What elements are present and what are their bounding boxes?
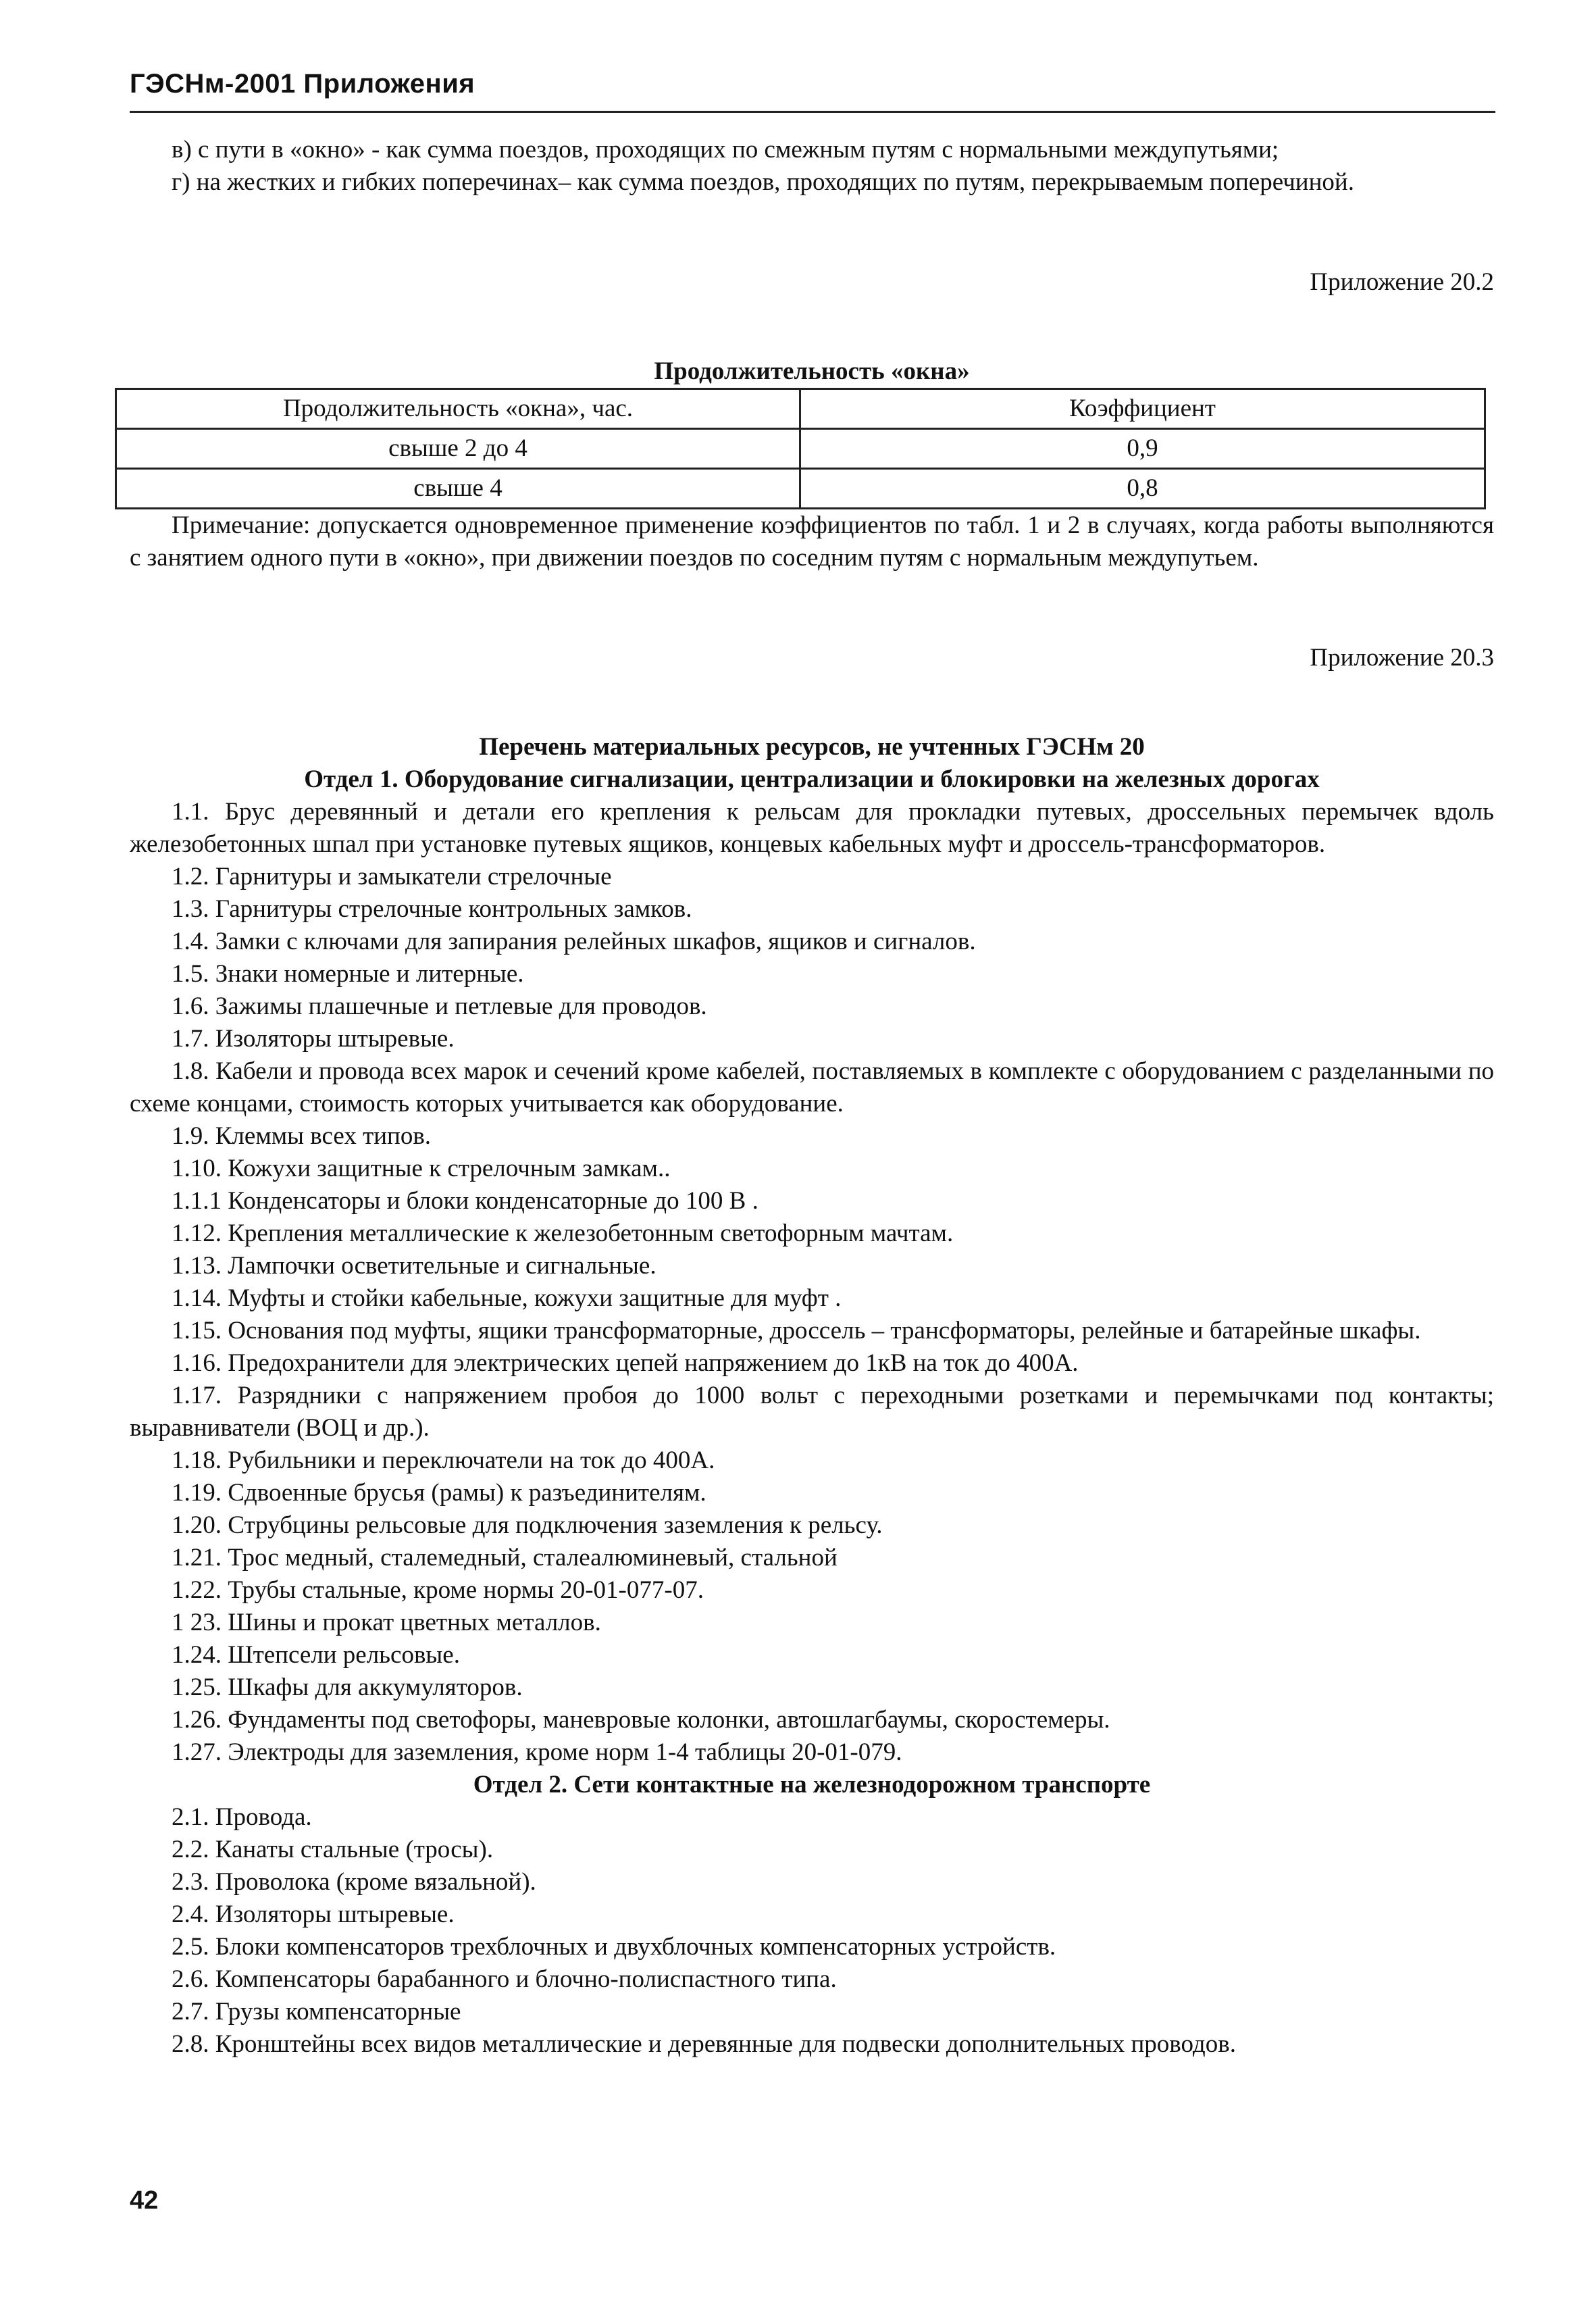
list-item: 1.10. Кожухи защитные к стрелочным замкам.. [172,1155,671,1182]
section-2-list [130,1801,1494,2061]
section-2-title: Отдел 2. Сети контактные на железнодорожном транспорте [473,1771,1151,1799]
section-1-list [130,796,1494,1769]
table-header-cell: Коэффициент [800,389,1485,429]
list-item: 1.7. Изоляторы штыревые. [172,1025,455,1053]
list-item: 1.12. Крепления металлические к железобетонным светофорным мачтам. [172,1219,954,1247]
list-item: 1.15. Основания под муфты, ящики трансформаторные, дроссель – трансформаторы, релейные и батарейные шкафы. [172,1317,1421,1344]
table-cell: 0,8 [800,469,1485,509]
window-duration-table [115,388,1486,509]
list-item: 2.5. Блоки компенсаторов трехблочных и двухблочных компенсаторных устройств. [172,1933,1056,1961]
list-item: 2.1. Провода. [172,1803,312,1831]
table-cell: свыше 2 до 4 [116,429,800,469]
appendix-20-3-title: Перечень материальных ресурсов, не учтенных ГЭСНм 20 [479,733,1145,761]
appendix-20-2-note: Примечание: допускается одновременное применение коэффициентов по табл. 1 и 2 в случаях, когда работы выполняются с занятием одного пути в «окно», при движении поездов по соседним путям с нормальным междупутьем. [130,511,1494,572]
table-cell: 0,9 [800,429,1485,469]
list-item: 1.17. Разрядники с напряжением пробоя до 1000 вольт с переходными розетками и перемычками под контакты; выравниватели (ВОЦ и др.). [130,1382,1494,1442]
appendix-20-2-title: Продолжительность «окна» [654,357,970,385]
list-item: 1.18. Рубильники и переключатели на ток до 400А. [172,1447,715,1474]
table-header-row [116,389,1485,429]
list-item: 1.8. Кабели и провода всех марок и сечений кроме кабелей, поставляемых в комплекте с оборудованием с разделанными по схеме концами, стоимость которых учитывается как оборудование. [130,1057,1494,1117]
appendix-20-3-label: Приложение 20.3 [1310,644,1494,672]
list-item: 2.3. Проволока (кроме вязальной). [172,1868,536,1896]
list-item: 2.8. Кронштейны всех видов металлические и деревянные для подвески дополнительных проводов. [172,2030,1236,2058]
list-item: 1.20. Струбцины рельсовые для подключения заземления к рельсу. [172,1511,883,1539]
list-item: 1.1. Брус деревянный и детали его крепления к рельсам для прокладки путевых, дроссельных перемычек вдоль железобетонных шпал при установке путевых ящиков, концевых кабельных муфт и дроссель-трансформаторов. [130,798,1494,858]
list-item: 1.2. Гарнитуры и замыкатели стрелочные [172,863,612,890]
appendix-20-2-label: Приложение 20.2 [1310,268,1494,296]
list-item: 1.1.1 Конденсаторы и блоки конденсаторные до 100 В . [172,1187,758,1215]
list-item: 1.21. Трос медный, сталемедный, сталеалюминевый, стальной [172,1544,838,1571]
list-item: 1.13. Лампочки осветительные и сигнальные. [172,1252,657,1280]
list-item: 2.4. Изоляторы штыревые. [172,1901,455,1928]
table-header-cell: Продолжительность «окна», час. [116,389,800,429]
table-cell: свыше 4 [116,469,800,509]
list-item: 1.24. Штепсели рельсовые. [172,1641,460,1669]
list-item: 1.6. Зажимы плашечные и петлевые для проводов. [172,992,707,1020]
list-item: 1.27. Электроды для заземления, кроме норм 1-4 таблицы 20-01-079. [172,1738,902,1766]
list-item: 1.4. Замки с ключами для запирания релейных шкафов, ящиков и сигналов. [172,928,976,955]
list-item: 1.5. Знаки номерные и литерные. [172,960,524,988]
list-item: 2.2. Канаты стальные (тросы). [172,1836,494,1863]
table-row [116,429,1485,469]
list-item: 1.22. Трубы стальные, кроме нормы 20-01-077-07. [172,1576,704,1604]
list-item: 1.9. Клеммы всех типов. [172,1122,432,1150]
intro-item-v: в) с пути в «окно» - как сумма поездов, проходящих по смежным путям с нормальными междупутьями; [172,136,1279,164]
list-item: 2.6. Компенсаторы барабанного и блочно-полиспастного типа. [172,1965,837,1993]
table-row [116,469,1485,509]
list-item: 1 23. Шины и прокат цветных металлов. [172,1609,601,1636]
list-item: 1.16. Предохранители для электрических цепей напряжением до 1кВ на ток до 400А. [172,1349,1079,1377]
page-body [130,134,1494,2061]
list-item: 1.14. Муфты и стойки кабельные, кожухи защитные для муфт . [172,1284,842,1312]
section-1-title: Отдел 1. Оборудование сигнализации, централизации и блокировки на железных дорогах [304,765,1320,793]
list-item: 2.7. Грузы компенсаторные [172,1998,461,2026]
running-header: ГЭСНм-2001 Приложения [130,69,475,99]
list-item: 1.25. Шкафы для аккумуляторов. [172,1674,523,1701]
page-number: 42 [130,2186,159,2215]
header-rule [130,111,1495,113]
intro-item-g: г) на жестких и гибких поперечинах– как сумма поездов, проходящих по путям, перекрываемым поперечиной. [172,168,1354,196]
list-item: 1.26. Фундаменты под светофоры, маневровые колонки, автошлагбаумы, скоростемеры. [172,1706,1110,1734]
list-item: 1.19. Сдвоенные брусья (рамы) к разъединителям. [172,1479,706,1507]
list-item: 1.3. Гарнитуры стрелочные контрольных замков. [172,895,692,923]
